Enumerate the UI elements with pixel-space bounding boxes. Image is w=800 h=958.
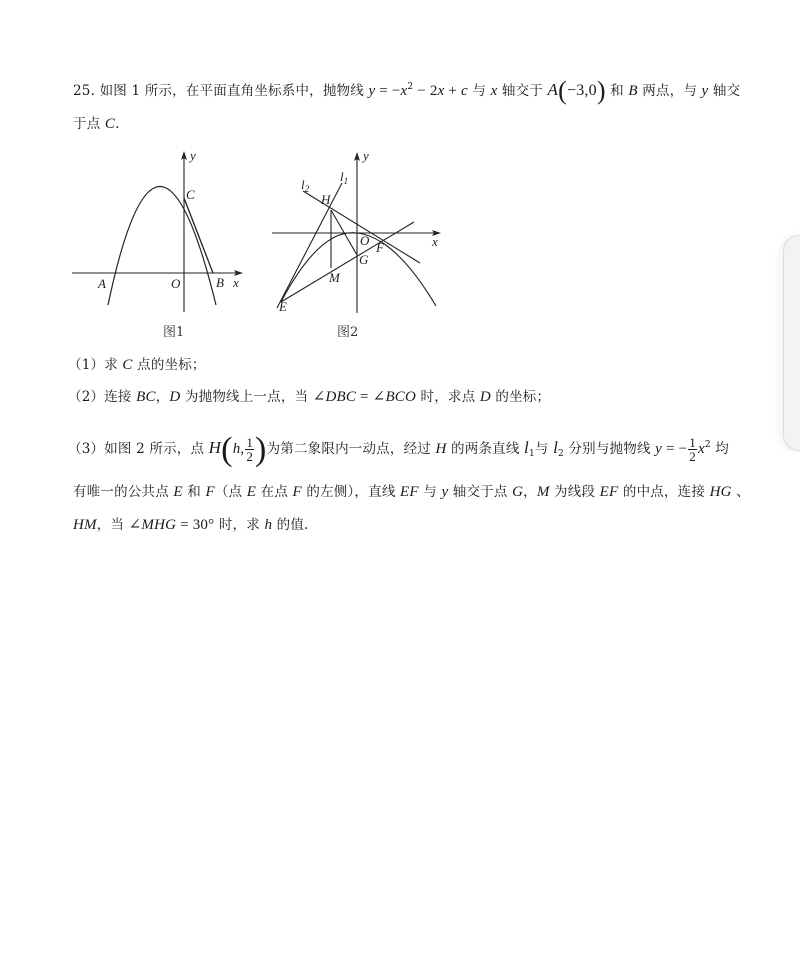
side-panel-handle[interactable] [783,235,800,451]
label-m: M [329,270,340,285]
line-l1 [277,183,342,308]
label-y-axis: y [190,148,196,163]
part-1: （1）求 C 点的坐标； [68,357,206,373]
label-f: F [376,240,384,255]
fraction-one-half: $\frac{1}{2}$ [246,435,254,464]
label-l2: $l_2$ [301,177,310,194]
question-number: 25. [73,83,96,99]
question-line-1: 25. 如图 1 所示，在平面直角坐标系中，抛物线 $y = -x^2 - 2x + c$ 与 x 轴交于 A(−3,0) 和 B 两点，与 y 轴交 [73,76,741,105]
figure-1-caption: 图1 [163,325,185,340]
parabola-curve [281,233,436,306]
label-l1: $l_1$ [340,169,349,186]
label-x-axis: x [233,275,239,290]
fraction-one-half: $\frac{1}{2}$ [689,435,696,464]
part-2: （2）连接 BC，D 为抛物线上一点，当 ∠DBC = ∠BCO 时，求点 D 的坐标； [68,389,551,405]
figure-2-caption: 图2 [337,325,359,340]
part-3-line-3: HM，当 ∠MHG = 30° 时，求 h 的值. [73,517,309,533]
label-b: B [216,275,224,290]
label-c: C [186,187,195,202]
figure-2-graph [272,152,441,313]
label-h: H [321,192,331,207]
label-o: O [171,276,181,291]
label-x-axis: x [432,234,438,249]
label-a: A [98,276,106,291]
question-line-2: 于点 C. [73,116,120,132]
label-e: E [279,299,287,314]
segment-bc [184,198,213,273]
label-g: G [359,252,369,267]
label-y-axis: y [363,148,369,163]
part-3-line-1: （3）如图 2 所示，点 H(h, $\frac{1}{2}$ )为第二象限内一动点，经过 H 的两条直线 $l_1$与 $l_2$ 分别与抛物线 y = − $\frac{1}{2}$ $x^2$ 均 [68,431,729,468]
label-o: O [360,233,370,248]
parabola-curve [108,187,216,306]
part-3-line-2: 有唯一的公共点 E 和 F（点 E 在点 F 的左侧），直线 EF 与 y 轴交于点 G，M 为线段 EF 的中点，连接 HG 、 [73,484,750,500]
